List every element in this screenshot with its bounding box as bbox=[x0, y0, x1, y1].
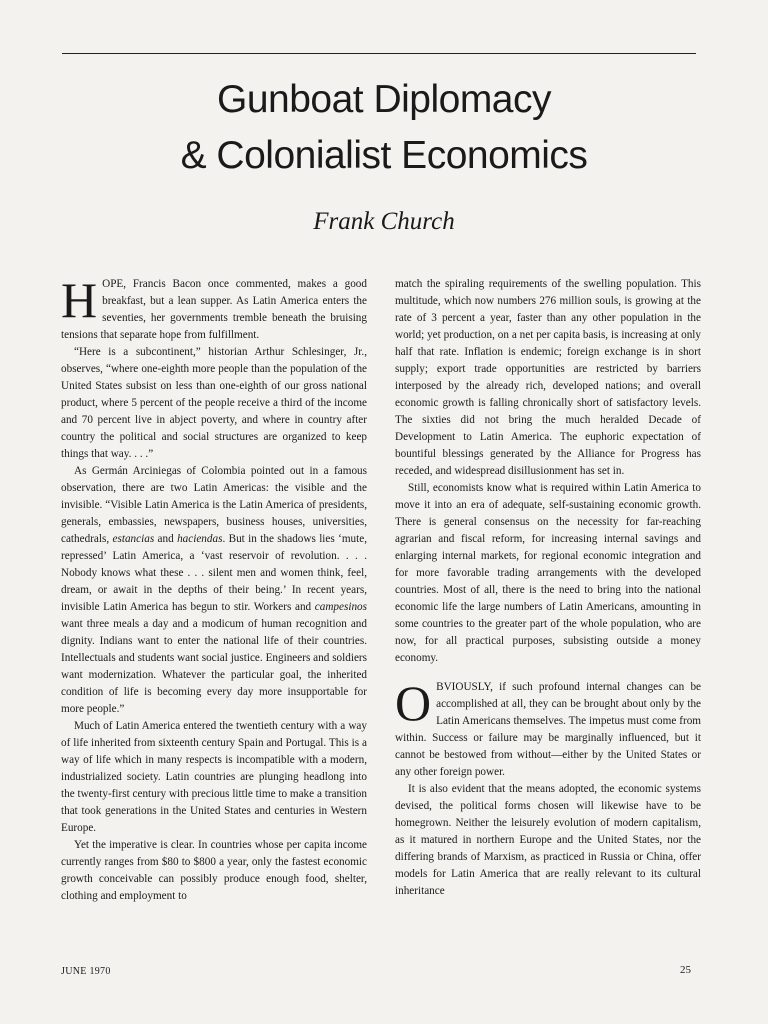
paragraph-2: “Here is a subcontinent,” historian Arthur Schlesinger, Jr., observes, “where one-eighth more people than the population of the United States subsist on less than one-eighth of our gross national product, where 5 percent of the people receive a third of the income and 70 percent live in abject poverty, and where in country after country the political and social structures are organized to keep things that way. . . .” bbox=[61, 346, 367, 460]
top-rule bbox=[62, 53, 696, 54]
paragraph-text: As Germán Arciniegas of Colombia pointed out in a famous observation, there are two Latin Americas: the visible and the invisible. “Visible Latin America is the Latin America of presidents, generals, embassies, newspapers, business houses, universities, cathedrals, bbox=[61, 465, 367, 545]
italic-term: campesinos bbox=[314, 601, 367, 613]
article-title-line-2: & Colonialist Economics bbox=[180, 134, 588, 177]
article-title-line-1: Gunboat Diplomacy bbox=[216, 78, 551, 121]
paragraph-3 bbox=[61, 463, 367, 718]
drop-cap: H bbox=[61, 272, 98, 328]
paragraph-text: want three meals a day and a modicum of human recognition and dignity. Indians want to enter the national life of their countries. Intellectuals and students want social justice. Engineers and soldiers want modernization. Whatever the particular goal, the inherited condition of life is becoming every day more insupportable for more people.” bbox=[61, 618, 367, 715]
left-column bbox=[61, 272, 367, 905]
paragraph-9: It is also evident that the means adopted, the economic systems devised, the political forms chosen will likewise have to be homegrown. Neither the leisurely evolution of modern capitalism, as it matured in northern Europe and the United States, nor the differing brands of Marxism, as practiced in Russia or China, offer models for Latin America that are really relevant to its cultural inheritance bbox=[395, 783, 701, 897]
paragraph-text: and bbox=[154, 533, 178, 545]
issue-date: JUNE 1970 bbox=[61, 966, 111, 977]
lead-in: BVIOUSLY, bbox=[436, 681, 493, 693]
italic-term: estancias bbox=[112, 533, 155, 545]
lead-in: OPE, bbox=[102, 278, 127, 290]
paragraph-5: Yet the imperative is clear. In countries whose per capita income currently ranges from $80 to $800 a year, only the fastest economic growth conceivable can possibly produce enough food, shelter, clothing and employment to bbox=[61, 839, 367, 902]
page-number: 25 bbox=[680, 964, 691, 976]
paragraph-7: Still, economists know what is required within Latin America to move it into an era of adequate, self-sustaining economic growth. There is general consensus on the necessity for far-reaching agrarian and fiscal reform, for increasing internal savings and enlarging internal markets, for regional economic integration and for more favorable trading arrangements with the developed countries. Most of all, there is the need to bring into the national economic life the large numbers of Latin Americans, amounting in some countries to the greater part of the whole population, who are now, for all practical purposes, subsisting outside a money economy. bbox=[395, 482, 701, 664]
section-gap bbox=[395, 667, 701, 679]
paragraph-text: . But in the shadows lies ‘mute, repressed’ Latin America, a ‘vast reservoir of revolution. . . . Nobody knows what these . . . silent men and women think, feel, dream, or await in the depths of their being.’ In recent years, invisible Latin America has begun to stir. Workers and bbox=[61, 533, 367, 613]
italic-term: haciendas bbox=[177, 533, 223, 545]
right-column bbox=[395, 276, 701, 900]
paragraph-1 bbox=[61, 272, 367, 344]
paragraph-4: Much of Latin America entered the twentieth century with a way of life inherited from sixteenth century Spain and Portugal. This is a way of life which in many respects is incompatible with a modern, industrialized society. Latin countries are plunging headlong into the twenty-first century with precious little time to make a transition that took generations in the United States and centuries in Western Europe. bbox=[61, 720, 367, 834]
paragraph-6: match the spiraling requirements of the swelling population. This multitude, which now numbers 276 million souls, is growing at the rate of 3 percent a year, faster than any other population in the world; yet production, on a net per capita basis, is increasing at only half that rate. Inflation is endemic; foreign exchange is in short supply; export trade opportunities are restricted by barriers interposed by the already rich, developed nations; and overall economic growth is falling chronically short of satisfactory levels. The sixties did not bring the much heralded Decade of Development to Latin America. The euphoric expectation of bountiful blessings generated by the Alliance for Progress has receded, and widespread disillusionment has set in. bbox=[395, 278, 701, 477]
author-byline: Frank Church bbox=[313, 208, 455, 235]
drop-cap: O bbox=[395, 675, 432, 731]
paragraph-text: Francis Bacon once commented, makes a good breakfast, but a lean supper. As Latin America enters the seventies, her governments tremble beneath the bruising tensions that separate hope from fulfillment. bbox=[61, 278, 367, 341]
paragraph-text: if such profound internal changes can be accomplished at all, they can be brought about only by the Latin Americans themselves. The impetus must come from within. Success or failure may be marginally influenced, but it cannot be bestowed from without—either by the United States or any other foreign power. bbox=[395, 681, 701, 778]
paragraph-8 bbox=[395, 675, 701, 781]
